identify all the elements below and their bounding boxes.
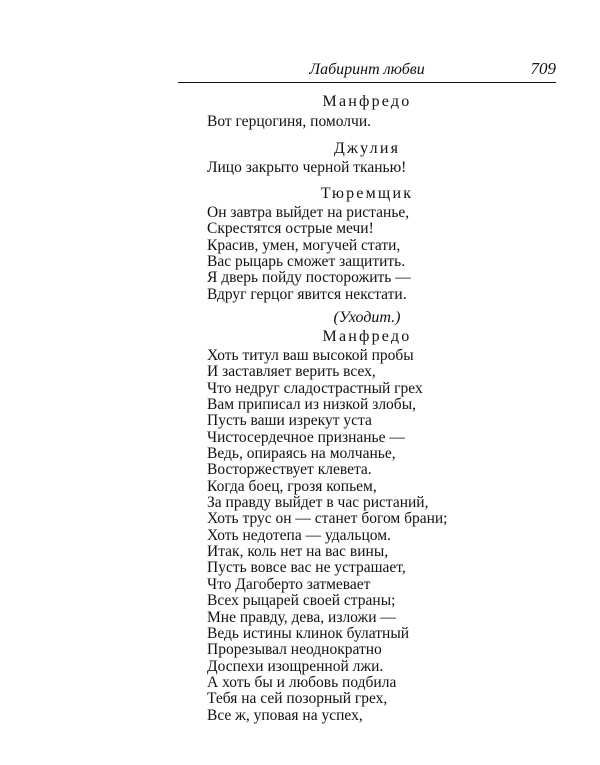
verse-line: Тебя на сей позорный грех, (207, 690, 388, 708)
stage-direction: (Уходит.) (333, 309, 401, 326)
verse-line: Доспехи изощренной лжи. (207, 657, 384, 675)
verse-block (207, 348, 567, 724)
speaker-name: Манфредо (322, 328, 412, 345)
verse-line: Он завтра выйдет на ристанье, (207, 204, 410, 221)
speaker-name: Манфредо (322, 93, 412, 110)
verse-line: Что Дагоберто затмевает (207, 575, 371, 593)
verse-line: Вдруг герцог явится некстати. (207, 285, 407, 303)
verse-line: Ведь, опираясь на молчанье, (207, 445, 396, 463)
verse-line: Вас рыцарь сможет защитить. (207, 253, 406, 271)
verse-line: Что недруг сладострастный грех (207, 379, 423, 397)
verse-line: Вам приписал из низкой злобы, (207, 396, 416, 414)
verse-block (207, 160, 567, 176)
verse-line: Восторжествует клевета. (207, 461, 372, 479)
verse-line: Хоть трус он — станет богом брани; (207, 510, 448, 528)
verse-line: Итак, коль нет на вас вины, (207, 543, 389, 561)
verse-line: Прорезывал неоднократно (207, 641, 382, 659)
speaker-name: Тюремщик (320, 185, 414, 202)
verse-line: Скрестятся острые мечи! (207, 220, 374, 238)
verse-line: Красив, умен, могучей стати, (207, 236, 401, 254)
verse-line: Все ж, уповая на успех, (207, 706, 363, 724)
verse-line: И заставляет верить всех, (207, 363, 376, 381)
verse-line: Всех рыцарей своей страны; (207, 592, 396, 610)
verse-line: Ведь истины клинок булатный (207, 624, 410, 642)
verse-block (207, 205, 567, 303)
verse-line: За правду выйдет в час ристаний, (207, 494, 429, 512)
verse-line: Лицо закрыто черной тканью! (207, 159, 407, 176)
verse-line: Хоть недотепа — удальцом. (207, 526, 391, 544)
verse-line: Хоть титул ваш высокой пробы (207, 347, 414, 364)
running-head (178, 60, 556, 83)
verse-line: А хоть бы и любовь подбила (207, 673, 397, 691)
page-number: 709 (530, 59, 556, 78)
verse-line: Чистосердечное признанье — (207, 428, 405, 446)
speaker-name: Джулия (333, 140, 401, 157)
verse-line: Пусть ваши изрекут уста (207, 412, 372, 430)
verse-block (207, 114, 567, 130)
verse-line: Мне правду, дева, изложи — (207, 608, 396, 626)
verse-line: Когда боец, грозя копьем, (207, 477, 377, 495)
verse-line: Я дверь пойду посторожить — (207, 269, 411, 287)
running-title: Лабиринт любви (309, 61, 425, 78)
verse-line: Пусть вовсе вас не устрашает, (207, 559, 406, 577)
verse-line: Вот герцогиня, помолчи. (207, 113, 371, 130)
